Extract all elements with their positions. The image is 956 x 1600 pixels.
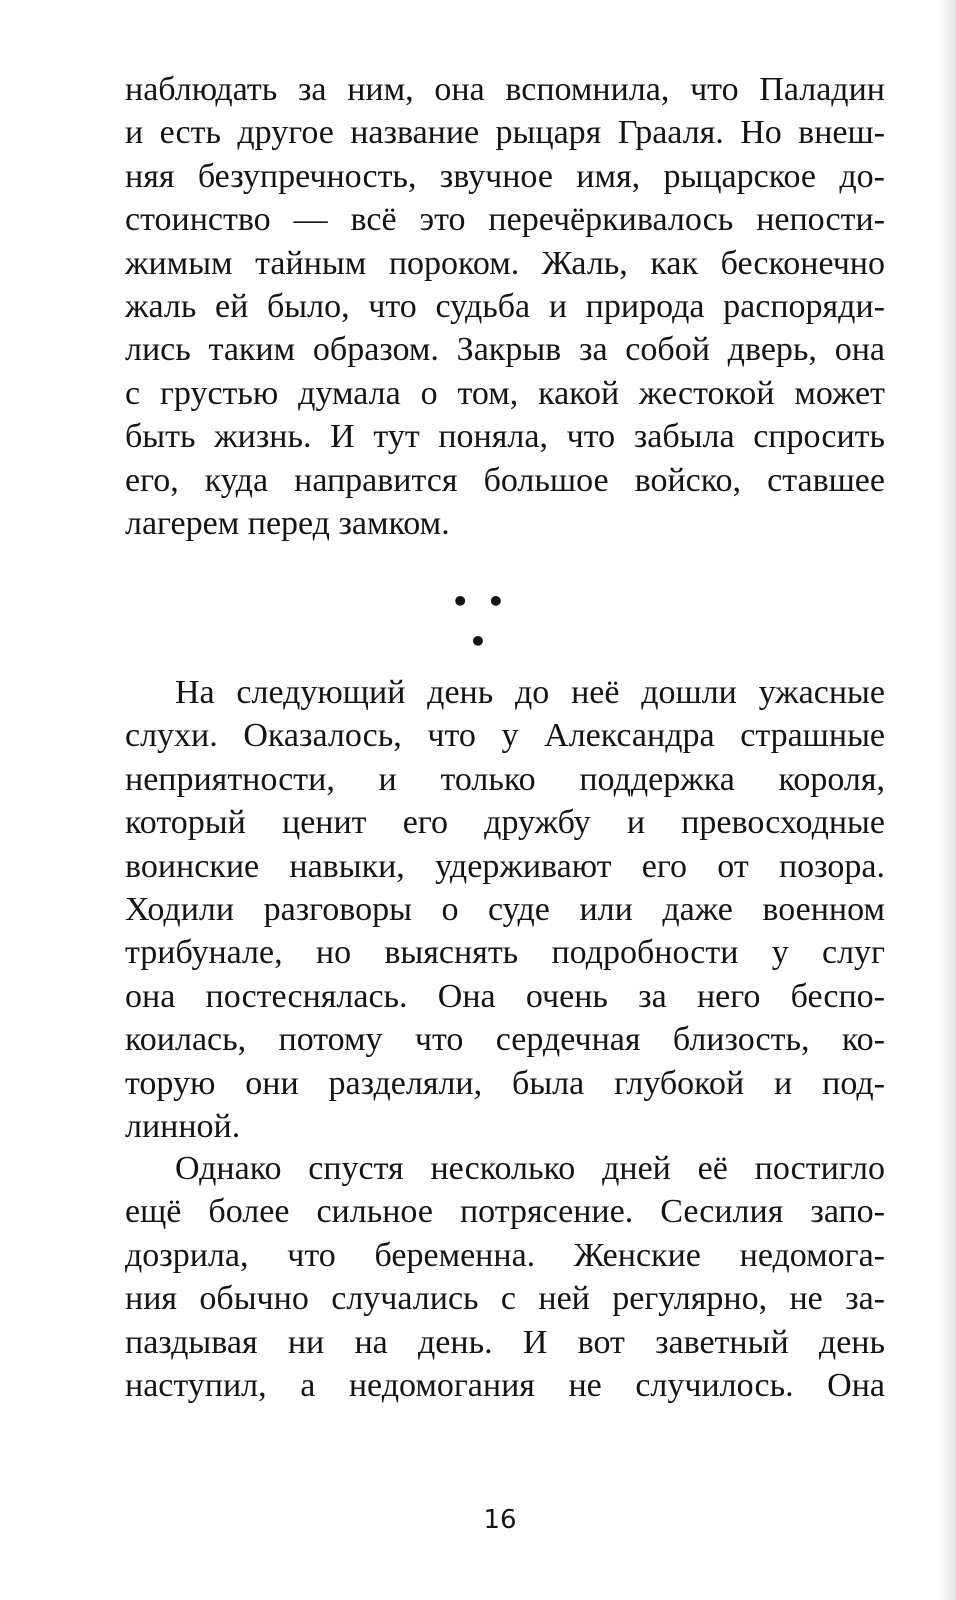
text-line: коилась, потому что сердечная близость, ко-: [125, 1021, 885, 1059]
text-line: наблюдать за ним, она вспомнила, что Паладин: [125, 71, 885, 108]
section-separator: • • •: [451, 585, 509, 658]
text-line: неприятности, и только поддержка короля,: [125, 760, 885, 798]
text-line: паздывая ни на день. И вот заветный день: [125, 1323, 885, 1361]
text-line: линной.: [125, 1107, 241, 1145]
text-line: Однако спустя несколько дней её постигло: [175, 1150, 885, 1187]
text-line: который ценит его дружбу и превосходные: [125, 804, 885, 842]
text-line: ния обычно случались с ней регулярно, не за-: [125, 1280, 885, 1318]
text-line: няя безупречность, звучное имя, рыцарское до-: [125, 157, 885, 195]
text-line: стоинство — всё это перечёркивалось непости-: [125, 201, 885, 239]
text-line: слухи. Оказалось, что у Александра страшные: [125, 717, 885, 755]
text-line: быть жизнь. И тут поняла, что забыла спросить: [125, 418, 885, 456]
text-line: жаль ей было, что судьба и природа распоряди-: [125, 287, 885, 325]
text-line: жимым тайным пороком. Жаль, как бесконечно: [125, 244, 885, 282]
text-line: торую они разделяли, была глубокой и под-: [125, 1064, 885, 1102]
text-line: наступил, а недомогания не случилось. Она: [125, 1366, 885, 1404]
paragraph-3: [125, 1147, 885, 1407]
text-line: и есть другое название рыцаря Грааля. Но внеш-: [125, 114, 885, 152]
page-edge-shadow: [936, 0, 956, 1600]
text-line: ещё более сильное потрясение. Сесилия запо-: [125, 1193, 885, 1231]
text-line: лагерем перед замком.: [125, 504, 450, 542]
paragraph-1: [125, 68, 885, 545]
paragraph-2: [125, 671, 885, 1148]
text-line: с грустью думала о том, какой жестокой может: [125, 374, 885, 412]
text-line: воинские навыки, удерживают его от позора.: [125, 847, 885, 885]
text-line: дозрила, что беременна. Женские недомога-: [125, 1236, 885, 1274]
text-line: она постеснялась. Она очень за него беспо-: [125, 977, 885, 1015]
text-line: его, куда направится большое войско, ставшее: [125, 461, 885, 499]
text-line: Ходили разговоры о суде или даже военном: [125, 890, 885, 928]
page-number: 16: [483, 1505, 517, 1535]
text-line: трибунале, но выяснять подробности у слуг: [125, 934, 885, 972]
text-line: На следующий день до неё дошли ужасные: [175, 674, 885, 711]
text-line: лись таким образом. Закрыв за собой дверь, она: [125, 331, 885, 369]
